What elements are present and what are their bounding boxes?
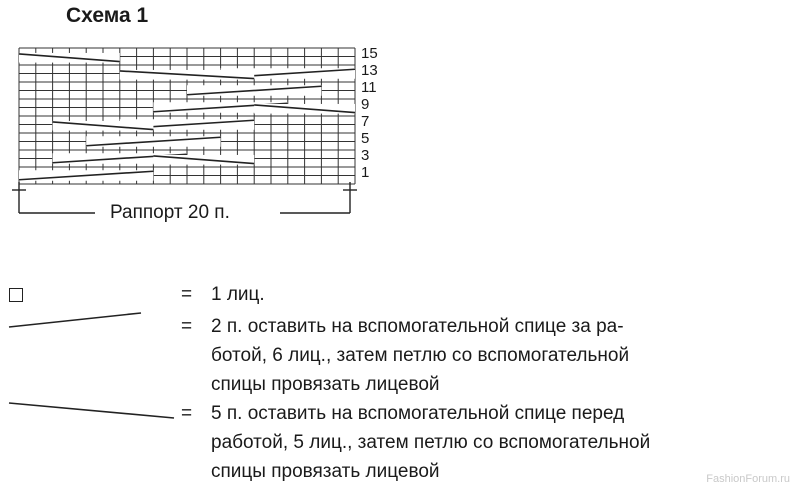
- legend-line: спицы провязать лицевой: [211, 461, 440, 482]
- legend-line: 5 п. оставить на вспомогательной спице перед: [211, 403, 625, 424]
- row-label: 15: [361, 45, 378, 62]
- legend-line: работой, 5 лиц., затем петлю со вспомогательной: [211, 432, 651, 453]
- legend-eq-3: =: [181, 403, 193, 424]
- legend-symbols: [0, 276, 180, 426]
- legend-line: 2 п. оставить на вспомогательной спице за ра-: [211, 316, 624, 337]
- legend-desc-1: [211, 280, 791, 309]
- legend-eq-2: =: [181, 316, 193, 337]
- watermark: FashionForum.ru: [706, 473, 790, 485]
- row-label: 11: [361, 79, 377, 96]
- left-cross-line-icon: [9, 403, 174, 418]
- chart-title: Схема 1: [66, 4, 149, 27]
- row-labels: [0, 0, 800, 200]
- legend-line: спицы провязать лицевой: [211, 374, 440, 395]
- row-label: 1: [361, 164, 370, 181]
- legend-desc-2: [211, 312, 791, 399]
- right-cross-line-icon: [9, 313, 141, 327]
- row-label: 7: [361, 113, 370, 130]
- repeat-label: Раппорт 20 п.: [104, 202, 236, 224]
- row-label: 5: [361, 130, 370, 147]
- row-label: 3: [361, 147, 370, 164]
- legend-eq-1: =: [181, 284, 193, 305]
- legend-line: 1 лиц.: [211, 284, 265, 305]
- legend-line: ботой, 6 лиц., затем петлю со вспомогательной: [211, 345, 630, 366]
- legend: [0, 276, 800, 491]
- row-label: 9: [361, 96, 370, 113]
- legend-desc-3: [211, 399, 791, 486]
- row-label: 13: [361, 62, 378, 79]
